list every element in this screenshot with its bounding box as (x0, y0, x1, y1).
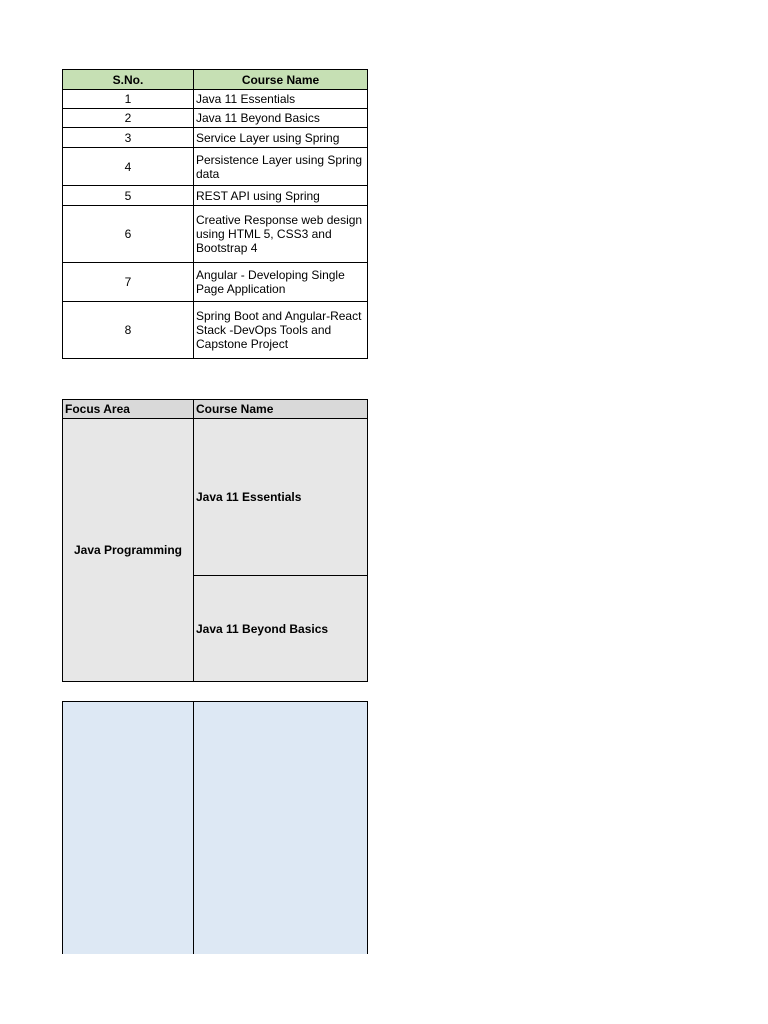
table-row (63, 109, 368, 128)
course-name-cell: Creative Response web design using HTML 5, CSS3 and Bootstrap 4 (194, 206, 368, 263)
sno-cell: 5 (63, 186, 194, 206)
focus-area-header: Focus Area (63, 400, 194, 419)
focus-area-table-continued (62, 701, 368, 954)
focus-area-cell (63, 702, 194, 955)
sno-cell: 3 (63, 128, 194, 148)
table-header-row (63, 400, 368, 419)
table-header-row (63, 70, 368, 90)
course-name-header: Course Name (194, 70, 368, 90)
course-name-cell: Java 11 Beyond Basics (194, 109, 368, 128)
sno-cell: 1 (63, 90, 194, 109)
course-name-cell: REST API using Spring (194, 186, 368, 206)
table-row (63, 263, 368, 302)
sno-cell: 4 (63, 148, 194, 186)
table-row (63, 148, 368, 186)
table-row (63, 186, 368, 206)
course-list-table (62, 69, 368, 359)
table-row (63, 90, 368, 109)
sno-cell: 2 (63, 109, 194, 128)
sno-cell: 8 (63, 302, 194, 359)
sno-cell: 6 (63, 206, 194, 263)
focus-area-table (62, 399, 368, 682)
course-name-cell: Java 11 Essentials (194, 90, 368, 109)
course-name-cell: Java 11 Beyond Basics (194, 576, 368, 682)
sno-header: S.No. (63, 70, 194, 90)
course-name-cell (194, 702, 368, 955)
focus-area-cell: Java Programming (63, 419, 194, 682)
course-name-header: Course Name (194, 400, 368, 419)
course-name-cell: Angular - Developing Single Page Application (194, 263, 368, 302)
table-row (63, 206, 368, 263)
table-row (63, 702, 368, 955)
sno-cell: 7 (63, 263, 194, 302)
course-name-cell: Persistence Layer using Spring data (194, 148, 368, 186)
table-row (63, 302, 368, 359)
course-name-cell: Spring Boot and Angular-React Stack -DevOps Tools and Capstone Project (194, 302, 368, 359)
table-row (63, 419, 368, 576)
course-name-cell: Java 11 Essentials (194, 419, 368, 576)
course-name-cell: Service Layer using Spring (194, 128, 368, 148)
table-row (63, 128, 368, 148)
